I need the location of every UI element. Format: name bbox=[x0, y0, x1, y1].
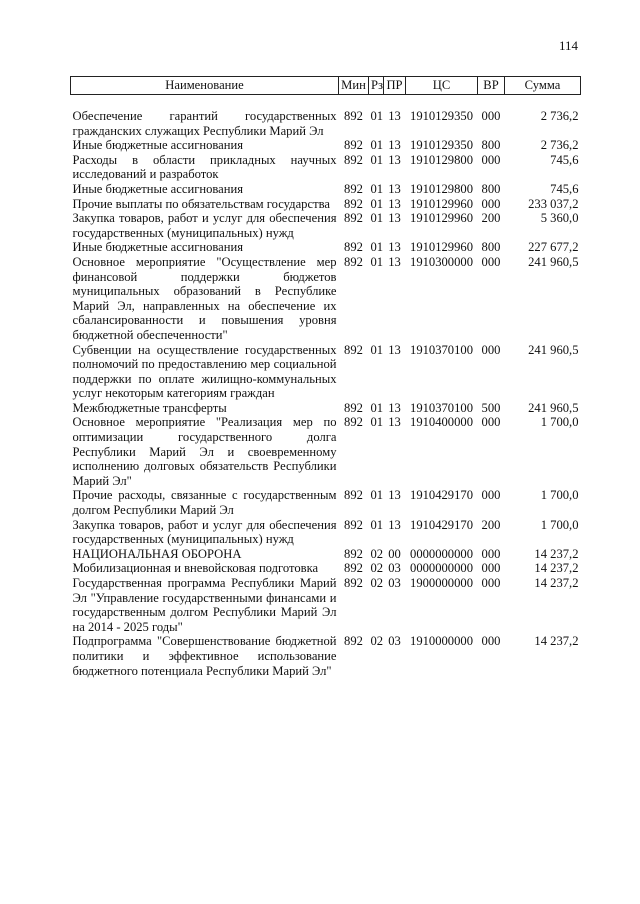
row-cs: 1910000000 bbox=[410, 634, 473, 649]
table-row bbox=[71, 197, 581, 212]
row-vr: 000 bbox=[481, 561, 501, 576]
row-sum: 14 237,2 bbox=[534, 576, 579, 590]
row-pr: 00 bbox=[388, 546, 401, 561]
row-vr: 200 bbox=[481, 517, 501, 532]
row-cs: 1910129960 bbox=[410, 240, 473, 255]
row-pr: 13 bbox=[388, 400, 401, 415]
row-name: Иные бюджетные ассигнования bbox=[72, 138, 244, 153]
row-cs: 1910129960 bbox=[410, 211, 473, 226]
row-pr: 13 bbox=[388, 517, 401, 532]
row-rz: 01 bbox=[370, 152, 384, 167]
table-header bbox=[71, 77, 581, 95]
table-row bbox=[71, 240, 581, 255]
row-cs: 0000000000 bbox=[410, 561, 473, 576]
row-sum: 745,6 bbox=[550, 152, 579, 167]
table-row bbox=[71, 547, 581, 562]
row-cs: 1910400000 bbox=[410, 415, 473, 430]
table-row bbox=[71, 634, 581, 678]
table-body bbox=[71, 95, 581, 679]
header-name: Наименование bbox=[71, 77, 339, 95]
row-sum: 14 237,2 bbox=[534, 634, 579, 649]
row-vr: 000 bbox=[481, 196, 501, 211]
table-row bbox=[71, 415, 581, 488]
row-min: 892 bbox=[344, 109, 363, 123]
row-rz: 01 bbox=[370, 342, 384, 357]
row-vr: 000 bbox=[481, 109, 501, 123]
row-sum: 227 677,2 bbox=[528, 240, 579, 255]
row-pr: 13 bbox=[388, 240, 401, 255]
table-row bbox=[71, 182, 581, 197]
row-rz: 01 bbox=[370, 196, 384, 211]
row-rz: 01 bbox=[370, 181, 384, 196]
row-name: Закупка товаров, работ и услуг для обеспечения государственных (муниципальных) нужд bbox=[72, 211, 337, 240]
row-sum: 241 960,5 bbox=[528, 342, 579, 357]
row-rz: 01 bbox=[370, 138, 384, 153]
row-vr: 800 bbox=[481, 181, 501, 196]
row-name: Иные бюджетные ассигнования bbox=[72, 240, 244, 255]
row-pr: 13 bbox=[388, 254, 401, 269]
row-pr: 13 bbox=[388, 181, 401, 196]
table-row bbox=[71, 401, 581, 416]
header-min: Мин bbox=[339, 77, 369, 95]
row-pr: 03 bbox=[388, 561, 401, 576]
table-row bbox=[71, 211, 581, 240]
row-min: 892 bbox=[344, 400, 363, 415]
row-name: Межбюджетные трансферты bbox=[72, 400, 227, 415]
row-rz: 01 bbox=[370, 211, 384, 226]
row-min: 892 bbox=[344, 342, 363, 357]
row-name: Субвенции на осуществление государственных полномочий по предоставлению мер социальной поддержки по оплате жилищно-коммунальных услуг некоторым категориям граждан bbox=[72, 342, 337, 401]
row-cs: 1910429170 bbox=[410, 488, 473, 503]
row-cs: 1910370100 bbox=[410, 342, 473, 357]
row-vr: 000 bbox=[481, 488, 501, 503]
row-pr: 03 bbox=[388, 634, 401, 649]
header-sum: Сумма bbox=[505, 77, 581, 95]
table-row bbox=[71, 153, 581, 182]
row-pr: 03 bbox=[388, 576, 401, 590]
row-min: 892 bbox=[344, 181, 363, 196]
row-sum: 241 960,5 bbox=[528, 400, 579, 415]
row-sum: 2 736,2 bbox=[540, 138, 579, 153]
row-pr: 13 bbox=[388, 211, 401, 226]
row-sum: 241 960,5 bbox=[528, 254, 579, 269]
row-name: Расходы в области прикладных научных исследований и разработок bbox=[72, 152, 337, 182]
row-min: 892 bbox=[344, 561, 363, 576]
row-min: 892 bbox=[344, 211, 363, 226]
row-rz: 02 bbox=[370, 561, 384, 576]
row-name: Государственная программа Республики Марий Эл "Управление государственными финансами и государственным долгом Республики Марий Эл на 2014 - 2025 годы" bbox=[72, 576, 337, 634]
row-cs: 0000000000 bbox=[410, 546, 473, 561]
row-vr: 000 bbox=[481, 415, 501, 430]
row-cs: 1900000000 bbox=[410, 576, 473, 590]
row-sum: 233 037,2 bbox=[528, 196, 579, 211]
row-rz: 01 bbox=[370, 415, 384, 430]
row-cs: 1910129350 bbox=[410, 109, 473, 123]
row-cs: 1910129800 bbox=[410, 152, 473, 167]
row-cs: 1910129960 bbox=[410, 196, 473, 211]
row-pr: 13 bbox=[388, 109, 401, 123]
header-spacer bbox=[71, 95, 581, 110]
row-min: 892 bbox=[344, 240, 363, 255]
row-name: Закупка товаров, работ и услуг для обеспечения государственных (муниципальных) нужд bbox=[72, 517, 337, 547]
budget-table bbox=[70, 76, 581, 678]
header-vr: ВР bbox=[478, 77, 505, 95]
row-min: 892 bbox=[344, 254, 363, 269]
row-sum: 745,6 bbox=[550, 181, 579, 196]
row-vr: 000 bbox=[481, 634, 501, 649]
row-vr: 500 bbox=[481, 400, 501, 415]
row-rz: 01 bbox=[370, 517, 384, 532]
row-min: 892 bbox=[344, 517, 363, 532]
row-vr: 000 bbox=[481, 546, 501, 561]
row-min: 892 bbox=[344, 152, 363, 167]
row-vr: 000 bbox=[481, 152, 501, 167]
row-sum: 14 237,2 bbox=[534, 561, 579, 576]
row-rz: 02 bbox=[370, 546, 384, 561]
table-row bbox=[71, 109, 581, 138]
table-row bbox=[71, 488, 581, 517]
row-vr: 000 bbox=[481, 576, 501, 590]
row-sum: 1 700,0 bbox=[540, 488, 579, 503]
row-name: Мобилизационная и вневойсковая подготовка bbox=[72, 561, 319, 576]
row-pr: 13 bbox=[388, 152, 401, 167]
row-rz: 01 bbox=[370, 240, 384, 255]
row-vr: 800 bbox=[481, 138, 501, 153]
row-name: Подпрограмма "Совершенствование бюджетной политики и эффективное использование бюджетного потенциала Республики Марий Эл" bbox=[72, 634, 337, 678]
row-pr: 13 bbox=[388, 342, 401, 357]
row-rz: 01 bbox=[370, 109, 384, 123]
row-cs: 1910129350 bbox=[410, 138, 473, 153]
header-pr: ПР bbox=[384, 77, 406, 95]
row-cs: 1910370100 bbox=[410, 400, 473, 415]
header-cs: ЦС bbox=[406, 77, 478, 95]
row-sum: 5 360,0 bbox=[540, 211, 579, 226]
row-pr: 13 bbox=[388, 196, 401, 211]
row-vr: 800 bbox=[481, 240, 501, 255]
row-min: 892 bbox=[344, 634, 363, 649]
row-name: Иные бюджетные ассигнования bbox=[72, 181, 244, 196]
row-min: 892 bbox=[344, 488, 363, 503]
row-sum: 14 237,2 bbox=[534, 546, 579, 561]
row-name: Прочие расходы, связанные с государственным долгом Республики Марий Эл bbox=[72, 488, 337, 518]
row-name: Основное мероприятие "Осуществление мер финансовой поддержки бюджетов муниципальных образований в Республике Марий Эл, направленных на обеспечение их сбалансированности и повышения уровня бюджетной обеспеченности" bbox=[72, 254, 337, 342]
row-sum: 1 700,0 bbox=[540, 415, 579, 430]
row-rz: 01 bbox=[370, 400, 384, 415]
row-pr: 13 bbox=[388, 415, 401, 430]
table-row bbox=[71, 255, 581, 343]
table-row bbox=[71, 518, 581, 547]
table-row bbox=[71, 561, 581, 576]
row-pr: 13 bbox=[388, 138, 401, 153]
row-min: 892 bbox=[344, 196, 363, 211]
row-cs: 1910300000 bbox=[410, 254, 473, 269]
row-sum: 1 700,0 bbox=[540, 517, 579, 532]
table-row bbox=[71, 343, 581, 401]
page-number: 114 bbox=[558, 38, 578, 53]
row-min: 892 bbox=[344, 576, 363, 590]
row-min: 892 bbox=[344, 138, 363, 153]
row-cs: 1910129800 bbox=[410, 181, 473, 196]
table-row bbox=[71, 138, 581, 153]
row-rz: 02 bbox=[370, 576, 384, 590]
row-min: 892 bbox=[344, 415, 363, 430]
row-pr: 13 bbox=[388, 488, 401, 503]
row-name: Прочие выплаты по обязательствам государства bbox=[72, 196, 330, 211]
row-name: НАЦИОНАЛЬНАЯ ОБОРОНА bbox=[72, 546, 242, 561]
row-name: Обеспечение гарантий государственных гражданских служащих Республики Марий Эл bbox=[72, 109, 337, 138]
row-vr: 200 bbox=[481, 211, 501, 226]
row-min: 892 bbox=[344, 546, 363, 561]
row-vr: 000 bbox=[481, 254, 501, 269]
row-rz: 01 bbox=[370, 254, 384, 269]
row-rz: 01 bbox=[370, 488, 384, 503]
row-vr: 000 bbox=[481, 342, 501, 357]
row-rz: 02 bbox=[370, 634, 384, 649]
row-name: Основное мероприятие "Реализация мер по оптимизации государственного долга Республики Марий Эл и своевременному исполнению долговых обязательств Республики Марий Эл" bbox=[72, 415, 337, 488]
row-cs: 1910429170 bbox=[410, 517, 473, 532]
table-row bbox=[71, 576, 581, 634]
row-sum: 2 736,2 bbox=[540, 109, 579, 123]
header-rz: Рз bbox=[369, 77, 384, 95]
